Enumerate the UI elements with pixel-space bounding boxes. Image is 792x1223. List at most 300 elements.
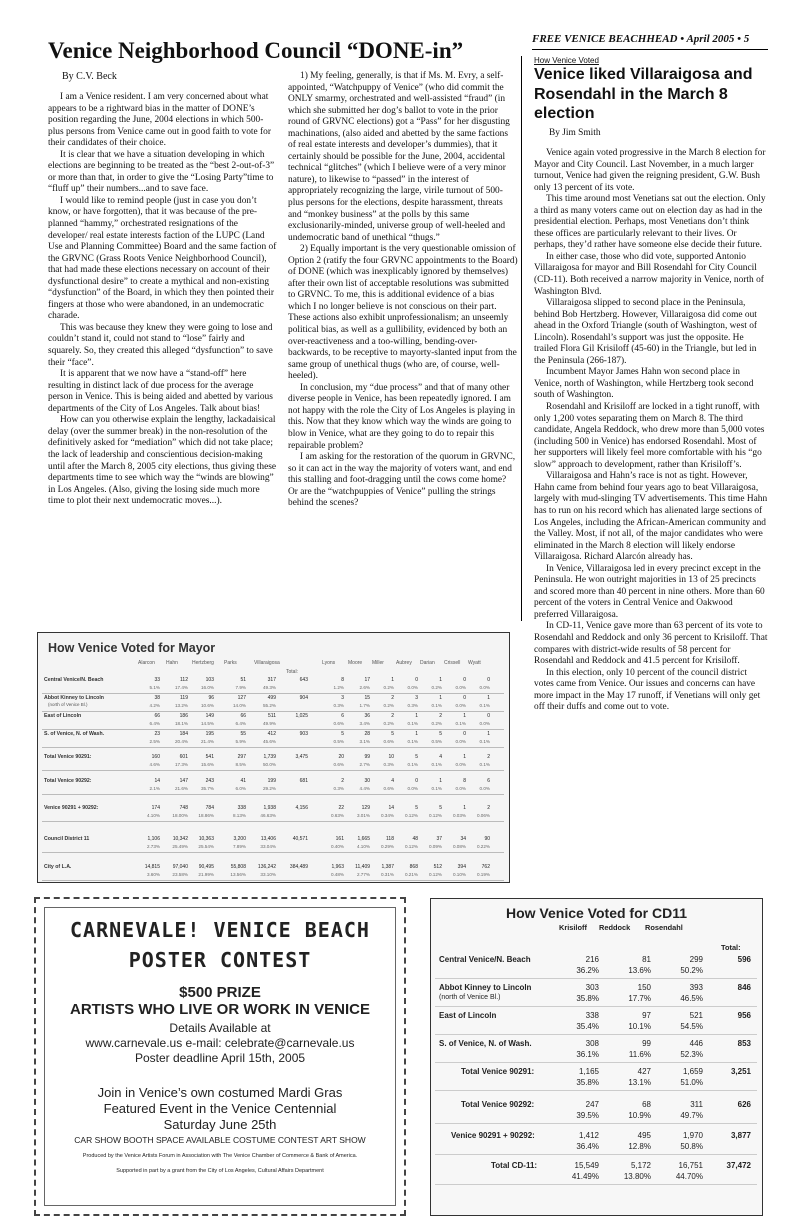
mayor-cell-percent: 0.5%	[333, 739, 344, 744]
cd11-cell-percent: 17.7%	[628, 994, 651, 1003]
cd11-cell-count: 37,472	[726, 1161, 751, 1170]
mayor-cell-percent: 0.0%	[479, 685, 490, 690]
mayor-cell-count: 2	[391, 695, 394, 701]
cd11-cell-percent: 49.7%	[680, 1111, 703, 1120]
mayor-cell-percent: 1.2%	[333, 685, 344, 690]
mayor-cell-count: 136,242	[257, 864, 276, 870]
mayor-cell-count: 511	[268, 713, 276, 719]
mayor-row-divider	[42, 729, 504, 730]
mayor-cell-count: 1,938	[263, 805, 276, 811]
mayor-cell-count: 1	[439, 778, 442, 784]
mayor-cell-percent: 0.22%	[476, 844, 490, 849]
mayor-cell-count: 1	[415, 713, 418, 719]
mayor-cell-percent: 17.3%	[174, 762, 188, 767]
cd11-row-divider	[435, 978, 757, 979]
mayor-cell-count: 195	[205, 731, 214, 737]
left-article-column-1	[48, 92, 278, 620]
mayor-cell-count: 8	[463, 778, 466, 784]
mayor-cell-percent: 3.1%	[359, 739, 370, 744]
cd11-cell-count: 150	[637, 983, 651, 992]
poster-contact: www.carnevale.us e-mail: celebrate@carnevale.us	[85, 1036, 355, 1050]
mayor-cell-count: 0	[415, 677, 418, 683]
article-paragraph: Villaraigosa slipped to second place in the Peninsula, behind Bob Hertzberg. However, Villaraigosa did come out ahead in the Oxford Triangle (south of Washington, west of Lincoln). Rosendahl’s support was just the opposite. He trailed Flora Gil Krisiloff (45-60) in the Triangle, but led in the Peninsula (266-187).	[534, 298, 757, 366]
mayor-cell-count: 1,025	[295, 713, 308, 719]
poster-frame	[44, 907, 396, 1206]
mayor-cell-count: 174	[151, 805, 160, 811]
mayor-cell-percent: 0.08%	[452, 844, 466, 849]
mayor-column-header: Crissell	[444, 660, 461, 666]
cd11-cell-count: 3,251	[730, 1067, 751, 1076]
mayor-cell-count: 2	[439, 713, 442, 719]
mayor-row-label: City of L.A.	[44, 864, 72, 870]
mayor-column-header: Miller	[372, 660, 384, 666]
mayor-cell-percent: 3.4%	[359, 721, 370, 726]
article-paragraph: Villaraigosa and Hahn’s race is not as tight. However, Hahn came from behind four years ago to beat Villaraigosa, largely with mud-slinging TV advertisements. This time Hahn has to run on his record which has alienated large sections of Los Angeles, including the African-American community and the Valley. Most, if not all, of the major candidates who were eliminated in the March 8 election will likely endorse Villaraigosa. Richard Alarcón already has.	[534, 471, 768, 563]
mayor-cell-percent: 0.12%	[404, 844, 418, 849]
mayor-cell-percent: 0.03%	[452, 813, 466, 818]
article-paragraph: In this election, only 10 percent of the council district votes came from Venice. Our issues and concerns can have more impact in the May 17 runoff, if Venetians will only get off their duffs and come out to vote.	[534, 667, 761, 713]
mayor-row-label: Abbot Kinney to Lincoln	[44, 695, 104, 701]
cd11-table-title: How Venice Voted for CD11	[505, 905, 687, 921]
cd11-cell-count: 446	[689, 1039, 703, 1048]
mayor-cell-count: 6	[487, 778, 490, 784]
mayor-cell-count: 99	[364, 754, 370, 760]
mayor-cell-count: 243	[205, 778, 214, 784]
cd11-cell-count: 311	[690, 1100, 703, 1109]
article-paragraph: Venice again voted progressive in the March 8 election for Mayor and City Council. Last November, in a much larger turnout, Venice had given the reigning president, G.W. Bush only 13 percent of its vote.	[534, 148, 766, 193]
article-paragraph: 2) Equally important is the very questionable omission of Option 2 (ratify the four GRVNC appointments to the Board) of DONE (which was inexplicably ignored by themselves) after their own list of acceptable resolutions was submitted to GRVNC. To me, this is additional evidence of a bias which I no longer believe is not conscious on their part. These actions also exhibit unprofessionalism; an unseemly political bias, as well as a gullibility, evidenced by both an over-reactiveness and a too-willing, bending-over-backwards, to be receptive to mayorty-slanted input from the same group of unethical thugs (who are, of course, well-heeled).	[288, 244, 518, 382]
mayor-cell-percent: 0.1%	[407, 762, 418, 767]
mayor-cell-percent: 7.9%	[235, 685, 246, 690]
mayor-cell-percent: 6.4%	[149, 721, 160, 726]
cd11-cell-percent: 41.49%	[571, 1172, 599, 1181]
mayor-cell-percent: 0.63%	[330, 813, 344, 818]
mayor-cell-percent: 0.6%	[333, 721, 344, 726]
mayor-cell-percent: 5.9%	[235, 739, 246, 744]
mayor-cell-percent: 4.10%	[146, 813, 160, 818]
cd11-cell-percent: 10.9%	[628, 1111, 651, 1120]
poster-headline-2: POSTER CONTEST	[128, 948, 312, 972]
cd11-cell-percent: 54.5%	[680, 1022, 703, 1031]
mayor-cell-percent: 0.6%	[383, 739, 394, 744]
article-paragraph: I am a Venice resident. I am very concerned about what appears to be a rightward bias in the matter of DONE’s position regarding the June, 2004 elections in which 500-plus persons from Venice came out in good faith to vote for their candidates of their choice.	[48, 92, 271, 149]
mayor-cell-percent: 25.54%	[198, 844, 214, 849]
mayor-cell-percent: 21.99%	[198, 872, 214, 877]
mayor-cell-count: 34	[460, 836, 466, 842]
cd11-cell-count: 247	[585, 1100, 599, 1109]
mayor-cell-count: 22	[338, 805, 344, 811]
mayor-cell-percent: 1.7%	[359, 703, 370, 708]
mayor-cell-percent: 0.10%	[452, 872, 466, 877]
cd11-cell-count: 956	[737, 1011, 751, 1020]
carnevale-poster-ad	[34, 897, 406, 1216]
mayor-cell-count: 199	[267, 778, 276, 784]
mayor-cell-percent: 0.2%	[383, 703, 394, 708]
mayor-cell-percent: 0.1%	[431, 786, 442, 791]
cd11-cell-count: 81	[642, 955, 651, 964]
mayor-column-header: Villaraigosa	[254, 660, 280, 666]
mayor-cell-percent: 0.31%	[380, 872, 394, 877]
mayor-cell-percent: 2.77%	[356, 872, 370, 877]
poster-headline-1: CARNEVALE! VENICE BEACH	[70, 918, 370, 942]
mayor-cell-percent: 49.3%	[262, 685, 276, 690]
mayor-cell-percent: 5.1%	[149, 685, 160, 690]
mayor-cell-count: 5	[415, 754, 418, 760]
right-article-body	[534, 148, 768, 908]
mayor-cell-percent: 0.2%	[431, 685, 442, 690]
mayor-cell-count: 1,387	[381, 864, 394, 870]
article-paragraph: This was because they knew they were going to lose and couldn’t stand it, could not stand to “lose” fairly and squarely. So, they created this alleged “dysfunction” to save their “face”.	[48, 322, 273, 368]
cd11-row-divider	[435, 1034, 757, 1035]
mayor-cell-count: 1	[463, 754, 466, 760]
mayor-cell-percent: 23.58%	[172, 872, 188, 877]
mayor-cell-count: 2	[341, 778, 344, 784]
mayor-cell-percent: 21.6%	[174, 786, 188, 791]
cd11-row-sublabel: (north of Venice Bl.)	[439, 994, 501, 1001]
mayor-row-label: Council District 11	[44, 836, 90, 842]
cd11-row-divider	[435, 1154, 757, 1155]
cd11-row-divider	[435, 1090, 757, 1091]
mayor-cell-count: 127	[237, 695, 246, 701]
cd11-cell-percent: 36.4%	[576, 1142, 599, 1151]
cd11-cell-percent: 46.5%	[680, 994, 703, 1003]
mayor-cell-percent: 2.1%	[149, 786, 160, 791]
mayor-cell-count: 66	[154, 713, 160, 719]
cd11-cell-count: 5,172	[630, 1161, 651, 1170]
left-article-title: Venice Neighborhood Council “DONE-in”	[48, 38, 464, 63]
mayor-cell-percent: 17.4%	[174, 685, 188, 690]
mayor-row-divider	[42, 821, 504, 822]
mayor-cell-count: 186	[179, 713, 188, 719]
mayor-cell-count: 23	[154, 731, 160, 737]
mayor-cell-count: 748	[179, 805, 188, 811]
mayor-cell-percent: 0.34%	[380, 813, 394, 818]
mayor-row-divider	[42, 794, 504, 795]
mayor-cell-percent: 46.63%	[260, 813, 276, 818]
mayor-cell-percent: 2.5%	[149, 739, 160, 744]
mayor-cell-count: 1	[415, 731, 418, 737]
mayor-cell-count: 0	[463, 695, 466, 701]
mayor-cell-count: 66	[240, 713, 246, 719]
cd11-cell-count: 99	[642, 1039, 651, 1048]
mayor-cell-percent: 6.4%	[235, 721, 246, 726]
mayor-cell-percent: 0.0%	[455, 786, 466, 791]
cd11-cell-percent: 35.8%	[576, 994, 599, 1003]
mayor-cell-count: 184	[179, 731, 188, 737]
mayor-cell-count: 10	[388, 754, 394, 760]
mayor-cell-percent: 0.1%	[407, 721, 418, 726]
mayor-cell-percent: 0.6%	[383, 786, 394, 791]
mayor-cell-count: 1	[487, 731, 490, 737]
mayor-cell-count: 48	[412, 836, 418, 842]
mayor-cell-count: 0	[487, 677, 490, 683]
cd11-row-label: Venice 90291 + 90292:	[451, 1131, 535, 1140]
mayor-cell-percent: 0.09%	[428, 844, 442, 849]
mayor-cell-percent: 0.1%	[479, 762, 490, 767]
mayor-row-divider	[42, 880, 504, 881]
cd11-cell-percent: 44.70%	[675, 1172, 703, 1181]
mayor-cell-count: 40,571	[292, 836, 308, 842]
mayor-cell-count: 14	[154, 778, 160, 784]
mayor-cell-percent: 29.2%	[262, 786, 276, 791]
mayor-cell-percent: 10.6%	[200, 703, 214, 708]
cd11-cell-count: 338	[585, 1011, 599, 1020]
mayor-cell-count: 868	[409, 864, 418, 870]
cd11-cell-percent: 36.1%	[576, 1050, 599, 1059]
mayor-cell-count: 4	[391, 778, 394, 784]
mayor-cell-count: 601	[179, 754, 188, 760]
mayor-cell-percent: 0.1%	[407, 739, 418, 744]
mayor-row-label: Central Venice/N. Beach	[44, 677, 104, 683]
mayor-row-sublabel: (north of Venice Bl.)	[48, 702, 88, 707]
cd11-cell-percent: 39.5%	[576, 1111, 599, 1120]
cd11-cell-count: 596	[737, 955, 751, 964]
article-paragraph: Incumbent Mayor James Hahn won second place in Venice, north of Washington, while Hertzberg took second south of Washington.	[534, 367, 754, 401]
mayor-column-header: Lyons	[322, 660, 336, 666]
mayor-cell-count: 8	[341, 677, 344, 683]
mayor-cell-percent: 0.1%	[455, 721, 466, 726]
mayor-cell-percent: 0.1%	[431, 762, 442, 767]
mayor-cell-count: 4,156	[295, 805, 308, 811]
cd11-row-divider	[435, 1062, 757, 1063]
cd11-cell-percent: 13.6%	[628, 966, 651, 975]
mayor-cell-count: 1,106	[147, 836, 160, 842]
mayor-cell-percent: 2.6%	[359, 685, 370, 690]
mayor-cell-count: 13,406	[260, 836, 276, 842]
mayor-cell-percent: 0.0%	[407, 786, 418, 791]
article-paragraph: Rosendahl and Krisiloff are locked in a tight runoff, with only 1,200 votes separating them on March 8. The third candidate, Angela Reddock, who drew more than 5,000 votes (including 500 in Venice) has endorsed Rosendahl. Most of her supporters will likely feel more comfortable with his “go slow” approach to development, rather than Krisiloff’s.	[534, 402, 765, 470]
mayor-cell-percent: 18.86%	[198, 813, 214, 818]
mayor-column-header: Parks	[224, 660, 237, 666]
cd11-cell-count: 393	[689, 983, 703, 992]
column-divider	[521, 56, 522, 621]
cd11-cell-count: 1,412	[578, 1131, 599, 1140]
mayor-cell-percent: 0.0%	[407, 685, 418, 690]
mayor-cell-percent: 3.01%	[356, 813, 370, 818]
mayor-cell-count: 37	[436, 836, 442, 842]
mayor-row-label: East of Lincoln	[44, 713, 82, 719]
mayor-cell-percent: 0.3%	[333, 703, 344, 708]
cd11-row-divider	[435, 1006, 757, 1007]
article-paragraph: In Venice, Villaraigosa led in every precinct except in the Peninsula. He won outright majorities in 13 of 25 precincts and scored more than 40 percent in nine others. More than 60 percent of the voters in Central Venice and Oakwood preferred Villaraigosa.	[534, 563, 765, 620]
mayor-cell-percent: 0.0%	[455, 762, 466, 767]
cd11-row-label: Abbot Kinney to Lincoln	[439, 983, 532, 992]
mayor-column-header: Aubrey	[396, 660, 412, 666]
mayor-cell-count: 297	[237, 754, 246, 760]
mayor-cell-percent: 0.21%	[404, 872, 418, 877]
mayor-cell-count: 20	[338, 754, 344, 760]
mayor-row-label: Total Venice 90291:	[44, 754, 92, 760]
article-paragraph: 1) My feeling, generally, is that if Ms. M. Evry, a self-appointed, “Watchpuppy of Venice” (who did commit the ONLY smarmy, orchestrated and well-assisted “fraud” (in which she submitted her dog’s ballot to vote in the prior round of GRVNC elections) got a “Pass” for her disgusting machinations, (also aided and abetted by the same factions of real estate interests and developer’s dummies), that it certainly should be possible for the June, 2004, accidental technical “glitches” (which I believe were of a very minor nature), to likewise to “passed” in the interest of appropriately recognizing the large, virile turnout of 500-plus persons for the elections, despite harassment, threats and “monkey business” at the polls by this same exclusionarily-minded, universe group of well-heeled and undemocratic band of unethical “thugs.”	[288, 71, 510, 243]
mayor-cell-count: 3	[415, 695, 418, 701]
mayor-cell-count: 0	[463, 731, 466, 737]
article-paragraph: It is clear that we have a situation developing in which elections are beginning to be treated as the “best 2-out-of-3” or more than that, in order to give the “Losing Party”time to “fluff up” their numbers...and to save face.	[48, 149, 275, 195]
mayor-cell-percent: 4.2%	[149, 703, 160, 708]
mayor-cell-count: 394	[457, 864, 466, 870]
cd11-cell-count: 495	[637, 1131, 651, 1140]
cd11-row-label: Total Venice 90292:	[461, 1100, 535, 1109]
article-paragraph: It is apparent that we now have a “stand-off” here resulting in distinct lack of due process for the average person in Venice. This is being aided and abetted by various departments of the City of Los Angeles. Talk about bias!	[48, 369, 273, 414]
mayor-cell-count: 1	[463, 713, 466, 719]
poster-events: CAR SHOW BOOTH SPACE AVAILABLE COSTUME CONTEST ART SHOW	[74, 1135, 366, 1145]
mayor-cell-percent: 0.0%	[455, 703, 466, 708]
cd11-cell-percent: 35.4%	[576, 1022, 599, 1031]
cd11-cell-percent: 10.1%	[628, 1022, 651, 1031]
article-paragraph: In CD-11, Venice gave more than 63 percent of its vote to Rosendahl and Reddock and only 36 percent to Krisiloff. That compares with district-wide results of 58 percent for Rosendahl and Reddock and 41.5 percent for Krisiloff.	[534, 621, 768, 667]
mayor-cell-percent: 0.12%	[428, 813, 442, 818]
poster-details: Details Available at	[169, 1021, 271, 1035]
mayor-cell-percent: 18.00%	[172, 813, 188, 818]
mayor-column-header: Hertzberg	[192, 660, 214, 666]
mayor-row-label: Venice 90291 + 90292:	[44, 805, 99, 811]
mayor-cell-percent: 33.04%	[260, 844, 276, 849]
left-article-column-2	[288, 71, 518, 620]
mayor-cell-count: 5	[439, 731, 442, 737]
mayor-row-divider	[42, 852, 504, 853]
mayor-cell-count: 14,815	[144, 864, 160, 870]
poster-date: Saturday June 25th	[163, 1117, 277, 1132]
cd11-cell-count: 3,877	[730, 1131, 751, 1140]
mayor-cell-count: 112	[180, 677, 188, 683]
mayor-cell-count: 1	[463, 805, 466, 811]
cd11-column-header: Total:	[721, 943, 741, 952]
poster-prize: $500 PRIZE	[179, 984, 261, 1001]
cd11-cell-count: 299	[689, 955, 703, 964]
right-article-title: Venice liked Villaraigosa and Rosendahl in the March 8 election	[534, 66, 753, 122]
mayor-cell-count: 41	[240, 778, 246, 784]
mayor-cell-count: 119	[180, 695, 188, 701]
cd11-cell-count: 308	[585, 1039, 599, 1048]
mayor-cell-count: 14	[388, 805, 394, 811]
mayor-cell-count: 681	[299, 778, 308, 784]
cd11-cell-percent: 52.3%	[680, 1050, 703, 1059]
cd11-cell-count: 303	[585, 983, 599, 992]
mayor-row-divider	[42, 770, 504, 771]
mayor-row-divider	[42, 693, 504, 694]
mayor-cell-count: 90	[484, 836, 490, 842]
mayor-cell-count: 11,409	[355, 864, 370, 870]
cd11-row-divider	[435, 1123, 757, 1124]
mayor-cell-count: 103	[205, 677, 214, 683]
mayor-cell-percent: 55.2%	[262, 703, 276, 708]
mayor-cell-count: 4	[439, 754, 442, 760]
mayor-row-divider	[42, 747, 504, 748]
article-paragraph: This time around most Venetians sat out the election. Only a third as many voters came out on election day as had in the presidential election. Perhaps, most Venetians don’t think these offices are particularly relevant to their lives. Or perhaps, they’d rather have someone else decide their future.	[534, 194, 766, 251]
mayor-cell-count: 1	[439, 677, 442, 683]
mayor-cell-count: 784	[205, 805, 214, 811]
mayor-cell-percent: 20.4%	[174, 739, 188, 744]
cd11-cell-count: 68	[642, 1100, 651, 1109]
masthead: FREE VENICE BEACHHEAD • April 2005 • 5	[532, 33, 750, 45]
cd11-cell-percent: 13.80%	[623, 1172, 651, 1181]
mayor-cell-percent: 25.49%	[172, 844, 188, 849]
mayor-cell-count: 643	[299, 677, 308, 683]
mayor-cell-percent: 0.3%	[333, 786, 344, 791]
poster-join: Join in Venice’s own costumed Mardi Gras	[97, 1085, 343, 1100]
mayor-cell-count: 97,040	[172, 864, 188, 870]
poster-sponsor: Supported in part by a grant from the City of Los Angeles, Cultural Affairs Department	[116, 1168, 324, 1174]
mayor-cell-count: 3,475	[295, 754, 308, 760]
mayor-cell-count: 5	[391, 731, 394, 737]
cd11-cell-count: 15,549	[574, 1161, 599, 1170]
mayor-cell-count: 161	[335, 836, 344, 842]
poster-producer: Produced by the Venice Artists Forum in Association with The Venice Chamber of Commerce & Bank of America.	[82, 1153, 358, 1159]
mayor-cell-count: 512	[433, 864, 442, 870]
mayor-cell-count: 3	[341, 695, 344, 701]
mayor-cell-percent: 0.06%	[476, 813, 490, 818]
mayor-cell-percent: 0.40%	[330, 844, 344, 849]
mayor-cell-percent: 35.7%	[200, 786, 214, 791]
mayor-cell-percent: 2.7%	[359, 762, 370, 767]
mayor-cell-count: 0	[463, 677, 466, 683]
mayor-cell-percent: 0.2%	[383, 685, 394, 690]
cd11-cell-percent: 11.6%	[628, 1050, 651, 1059]
mayor-cell-percent: 6.0%	[235, 786, 246, 791]
mayor-cell-percent: 0.3%	[383, 762, 394, 767]
mayor-cell-percent: 0.0%	[455, 739, 466, 744]
mayor-cell-count: 5	[439, 805, 442, 811]
mayor-cell-percent: 0.19%	[476, 872, 490, 877]
cd11-cell-count: 1,659	[682, 1067, 703, 1076]
mayor-cell-count: 118	[386, 836, 394, 842]
mayor-cell-count: 129	[361, 805, 370, 811]
mayor-cell-count: 1,963	[331, 864, 344, 870]
mayor-cell-percent: 14.0%	[232, 703, 246, 708]
poster-featured: Featured Event in the Venice Centennial	[103, 1101, 337, 1116]
right-article-kicker: How Venice Voted	[534, 56, 599, 65]
mayor-cell-count: 149	[205, 713, 214, 719]
cd11-cell-count: 216	[585, 955, 599, 964]
mayor-cell-count: 1,665	[357, 836, 370, 842]
mayor-cell-count: 1	[487, 695, 490, 701]
mayor-cell-percent: 18.1%	[174, 721, 188, 726]
mayor-cell-percent: 0.12%	[404, 813, 418, 818]
mayor-cell-count: 2	[391, 713, 394, 719]
mayor-cell-count: 1,739	[263, 754, 276, 760]
mayor-cell-percent: 13.56%	[230, 872, 246, 877]
mayor-cell-count: 384,489	[289, 864, 308, 870]
mayor-cell-count: 499	[267, 695, 276, 701]
mayor-cell-count: 762	[481, 864, 490, 870]
mayor-cell-percent: 0.1%	[479, 739, 490, 744]
mayor-table-title: How Venice Voted for Mayor	[48, 641, 216, 655]
cd11-cell-percent: 50.8%	[680, 1142, 703, 1151]
mayor-cell-count: 6	[341, 713, 344, 719]
mayor-column-header: Alarcon	[138, 660, 155, 666]
mayor-cell-count: 904	[299, 695, 308, 701]
article-paragraph: How can you otherwise explain the lengthy, lackadaisical delay (over the summer break) in the non-resolution of the definitively asked for “mediation” which did not take place; the lack of leadership and conscientious decision-making until after the March 8, 2005 city elections, thus giving these departments time to see which way the “winds are blowing” in Los Angeles. (Also, giving the losing side much more time to plot their next undemocratic moves...).	[48, 415, 277, 507]
mayor-cell-percent: 21.4%	[200, 739, 214, 744]
mayor-cell-count: 0	[487, 713, 490, 719]
mayor-cell-count: 1	[439, 695, 442, 701]
mayor-cell-percent: 15.6%	[200, 762, 214, 767]
mayor-cell-percent: 8.13%	[232, 813, 246, 818]
mayor-cell-count: 338	[237, 805, 246, 811]
cd11-cell-count: 853	[737, 1039, 751, 1048]
right-article-byline: By Jim Smith	[549, 128, 601, 138]
poster-deadline: Poster deadline April 15th, 2005	[134, 1051, 306, 1065]
mayor-column-header: Moore	[348, 660, 363, 666]
cd11-row-label: Central Venice/N. Beach	[439, 955, 531, 964]
mayor-cell-percent: 0.0%	[479, 721, 490, 726]
mayor-cell-count: 28	[364, 731, 370, 737]
article-paragraph: I am asking for the restoration of the quorum in GRVNC, so it can act in the way the majority of voters want, and end this stalling and foot-dragging until the cows come home? Or are the “watchpuppies of Venice” pulling the strings behind the scenes?	[288, 452, 516, 509]
cd11-cell-count: 16,751	[678, 1161, 703, 1170]
mayor-cell-count: 0	[415, 778, 418, 784]
cd11-column-header: Reddock	[599, 923, 631, 932]
cd11-cell-percent: 35.8%	[576, 1078, 599, 1087]
mayor-cell-percent: 0.6%	[333, 762, 344, 767]
